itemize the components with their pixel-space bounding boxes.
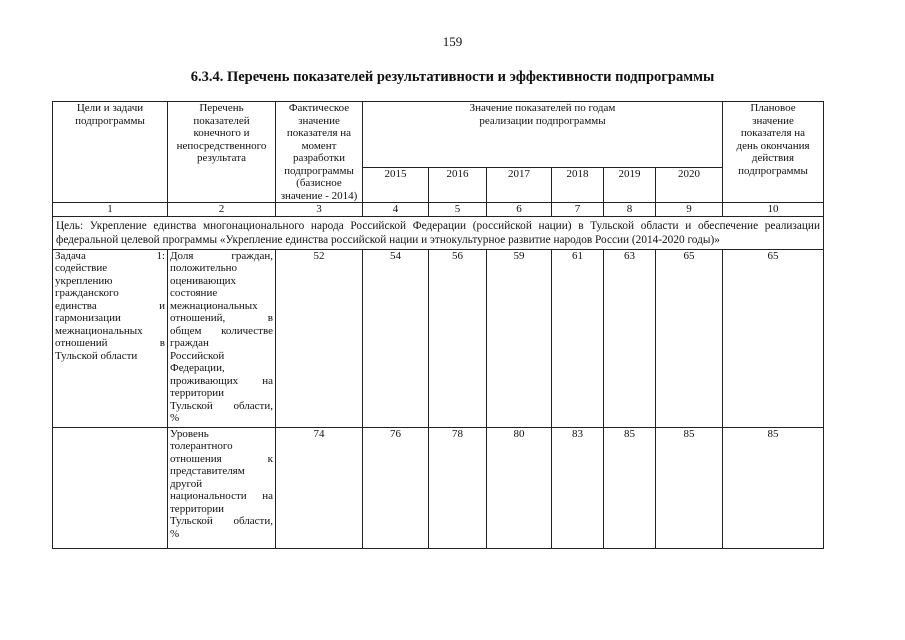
indicator-row bbox=[53, 249, 824, 427]
column-number: 7 bbox=[552, 203, 604, 217]
value-cell: 63 bbox=[604, 249, 656, 427]
value-cell: 78 bbox=[429, 427, 487, 548]
header-year-2018: 2018 bbox=[552, 168, 604, 203]
value-cell: 52 bbox=[276, 249, 363, 427]
section-heading: 6.3.4. Перечень показателей результативности и эффективности подпрограммы bbox=[190, 69, 715, 85]
value-cell: 59 bbox=[487, 249, 552, 427]
value-cell: 85 bbox=[656, 427, 723, 548]
header-year-2019: 2019 bbox=[604, 168, 656, 203]
header-planned-value: Плановое значение показателя на день окончания действия подпрограммы bbox=[723, 102, 824, 203]
value-cell: 56 bbox=[429, 249, 487, 427]
value-cell: 83 bbox=[552, 427, 604, 548]
task-text: Задача 1: содействие укреплению гражданского единства и гармонизации межнациональных отношений в Тульской области bbox=[53, 249, 168, 427]
column-number: 6 bbox=[487, 203, 552, 217]
value-cell: 85 bbox=[723, 427, 824, 548]
value-cell: 65 bbox=[656, 249, 723, 427]
value-cell: 80 bbox=[487, 427, 552, 548]
header-year-2016: 2016 bbox=[429, 168, 487, 203]
header-baseline-value: Фактическое значение показателя на момент разработки подпрограммы (базисное значение - 2014) bbox=[276, 102, 363, 203]
header-indicator-list: Перечень показателей конечного и непосредственного результата bbox=[168, 102, 276, 203]
value-cell: 76 bbox=[363, 427, 429, 548]
empty-task-cell bbox=[53, 427, 168, 548]
header-row-1 bbox=[53, 102, 824, 168]
header-year-2017: 2017 bbox=[487, 168, 552, 203]
header-goals-tasks: Цели и задачи подпрограммы bbox=[53, 102, 168, 203]
indicator-text: Уровень толерантного отношения к представителям другой национальности на территории Тульской области, % bbox=[168, 427, 276, 548]
value-cell: 65 bbox=[723, 249, 824, 427]
value-cell: 61 bbox=[552, 249, 604, 427]
value-cell: 74 bbox=[276, 427, 363, 548]
goal-row bbox=[53, 216, 824, 249]
column-number: 3 bbox=[276, 203, 363, 217]
indicator-text: Доля граждан, положительно оценивающих состояние межнациональных отношений, в общем количестве граждан Российской Федерации, проживающих на территории Тульской области, % bbox=[168, 249, 276, 427]
column-number: 4 bbox=[363, 203, 429, 217]
header-years-group: Значение показателей по годам реализации подпрограммы bbox=[363, 102, 723, 168]
column-numbers-row bbox=[53, 203, 824, 217]
column-number: 2 bbox=[168, 203, 276, 217]
column-number: 5 bbox=[429, 203, 487, 217]
column-number: 9 bbox=[656, 203, 723, 217]
indicator-row bbox=[53, 427, 824, 548]
header-year-2020: 2020 bbox=[656, 168, 723, 203]
column-number: 8 bbox=[604, 203, 656, 217]
goal-text: Цель: Укрепление единства многонационального народа Российской Федерации (российской нации) в Тульской области и обеспечение реализации федеральной целевой программы «Укрепление единства российской нации и этнокультурное развитие народов России (2014-2020 годы)» bbox=[53, 216, 824, 249]
page-number: 159 bbox=[442, 34, 463, 49]
indicators-table bbox=[52, 101, 824, 549]
value-cell: 54 bbox=[363, 249, 429, 427]
column-number: 1 bbox=[53, 203, 168, 217]
header-year-2015: 2015 bbox=[363, 168, 429, 203]
value-cell: 85 bbox=[604, 427, 656, 548]
column-number: 10 bbox=[723, 203, 824, 217]
